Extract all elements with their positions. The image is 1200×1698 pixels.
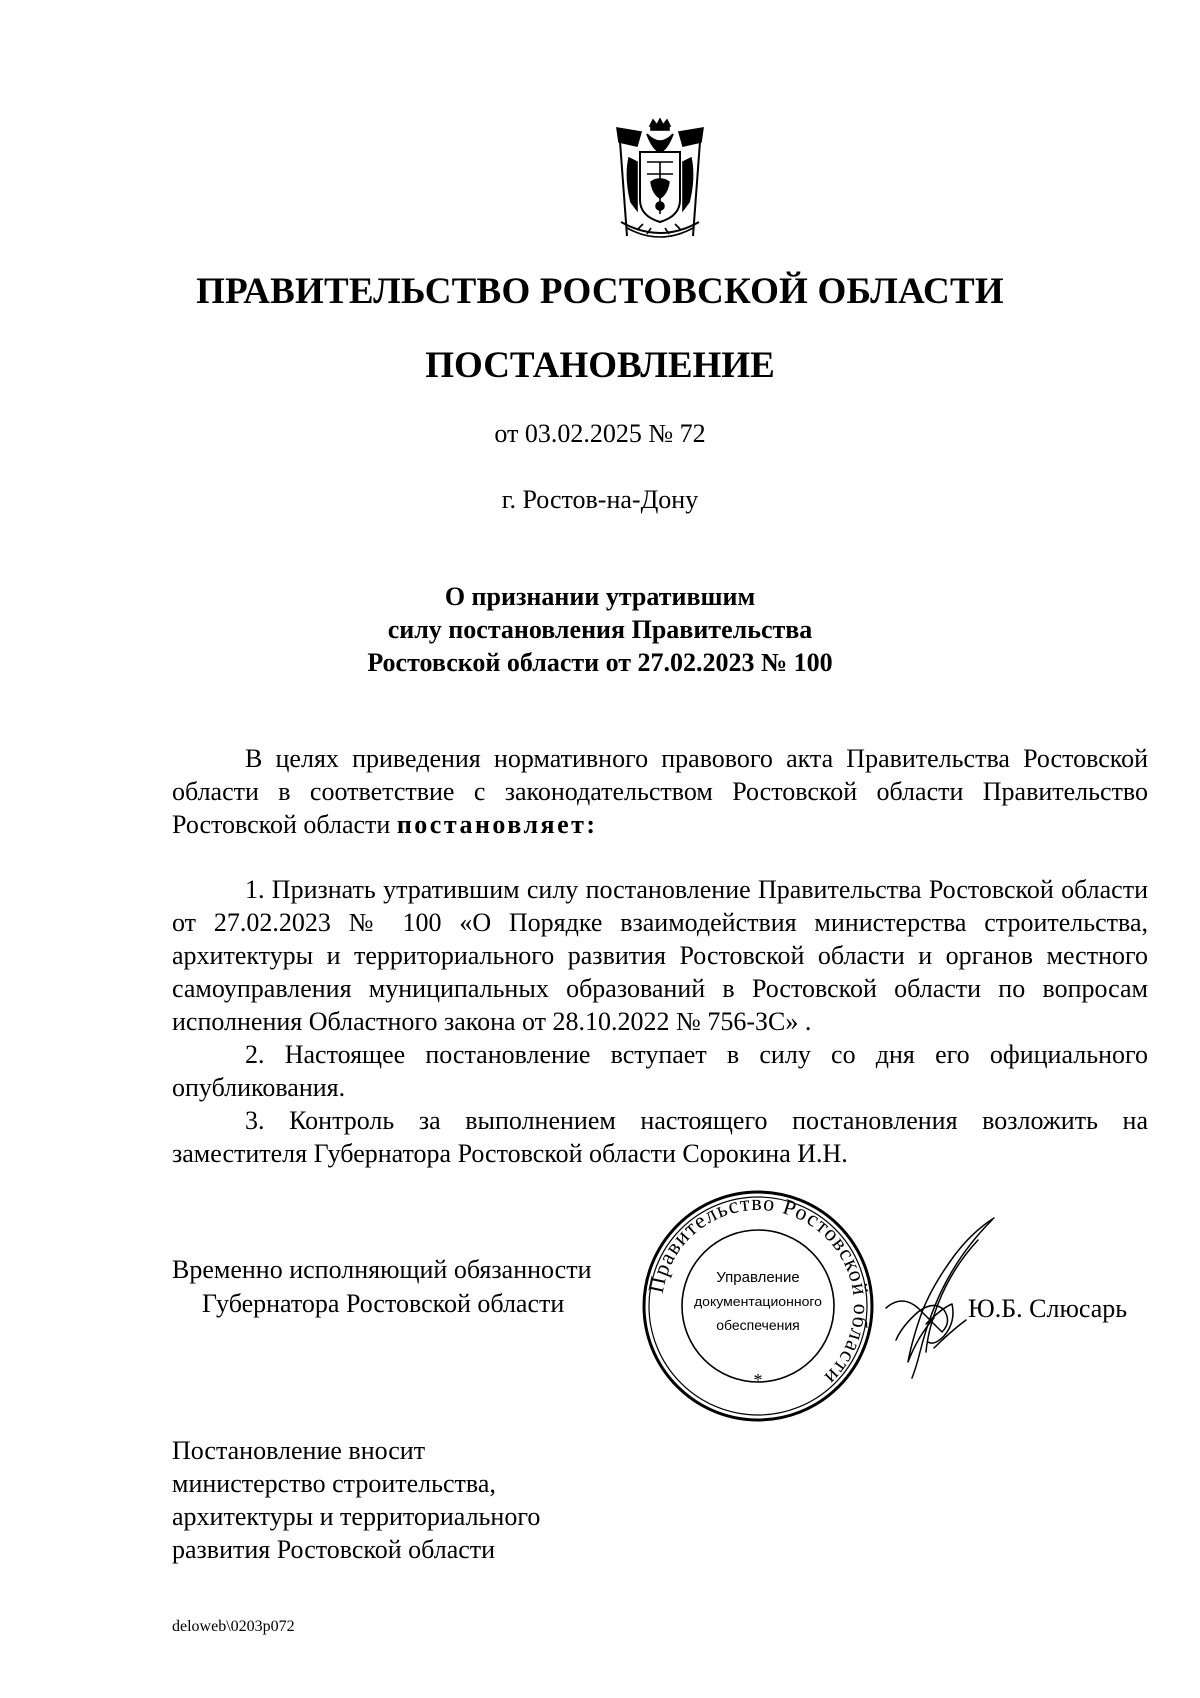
document-subject: [0, 580, 1200, 679]
document-date-number: от 03.02.2025 № 72: [494, 419, 706, 448]
resolution-item-1: 1. Признать утратившим силу постановление Правительства Ростовской области от 27.02.2023 № 100 «О Порядке взаимодействия министерства строительства, архитектуры и территориального развития Ростовской области и органов местного самоуправления муниципальных образований в Ростовской области по вопросам исполнения Областного закона от 28.10.2022 № 756-ЗС» .: [172, 875, 1148, 1036]
organization-title: ПРАВИТЕЛЬСТВО РОСТОВСКОЙ ОБЛАСТИ: [196, 271, 1004, 312]
subject-line: Ростовской области от 27.02.2023 № 100: [367, 648, 833, 677]
seal-ring-text: Правительство Ростовской области: [642, 1189, 875, 1391]
resolution-item-3: 3. Контроль за выполнением настоящего постановления возложить на заместителя Губернатора Ростовской области Сорокина И.Н.: [172, 1106, 1148, 1168]
resolution-item-2: 2. Настоящее постановление вступает в силу со дня его официального опубликования.: [172, 1040, 1148, 1102]
signer-name: Ю.Б. Слюсарь: [968, 1294, 1128, 1323]
seal-center-line: Управление: [716, 1269, 800, 1286]
submitter-line: Постановление вносит: [172, 1436, 426, 1465]
subject-line: О признании утратившим: [444, 582, 756, 611]
submitter-line: архитектуры и территориального: [172, 1502, 541, 1531]
resolves-word: постановляет:: [396, 810, 598, 839]
svg-text:Правительство Ростовской облас: [643, 1190, 874, 1391]
preamble-text: В целях приведения нормативного правового акта Правительства Ростовской области в соответствие с законодательством Ростовской области Правительство Ростовской области: [172, 744, 1148, 839]
subject-line: силу постановления Правительства: [387, 615, 813, 644]
seal-center-line: документационного: [694, 1294, 822, 1309]
preamble: [172, 742, 1148, 841]
signer-position-line: Временно исполняющий обязанности: [172, 1255, 592, 1284]
signer-position: [172, 1253, 592, 1321]
submitter-note: [172, 1434, 540, 1566]
resolution-items: [172, 873, 1148, 1170]
document-type: ПОСТАНОВЛЕНИЕ: [425, 345, 775, 386]
submitter-line: министерство строительства,: [172, 1469, 496, 1498]
coat-of-arms-icon: [607, 118, 713, 242]
document-code: deloweb\0203p072: [172, 1618, 295, 1635]
seal-center-line: обеспечения: [716, 1317, 800, 1333]
document-city: г. Ростов-на-Дону: [501, 485, 699, 514]
svg-text:*: *: [753, 1370, 763, 1390]
official-seal: [640, 1188, 876, 1424]
submitter-line: развития Ростовской области: [172, 1535, 496, 1564]
signer-position-line: Губернатора Ростовской области: [202, 1289, 565, 1318]
